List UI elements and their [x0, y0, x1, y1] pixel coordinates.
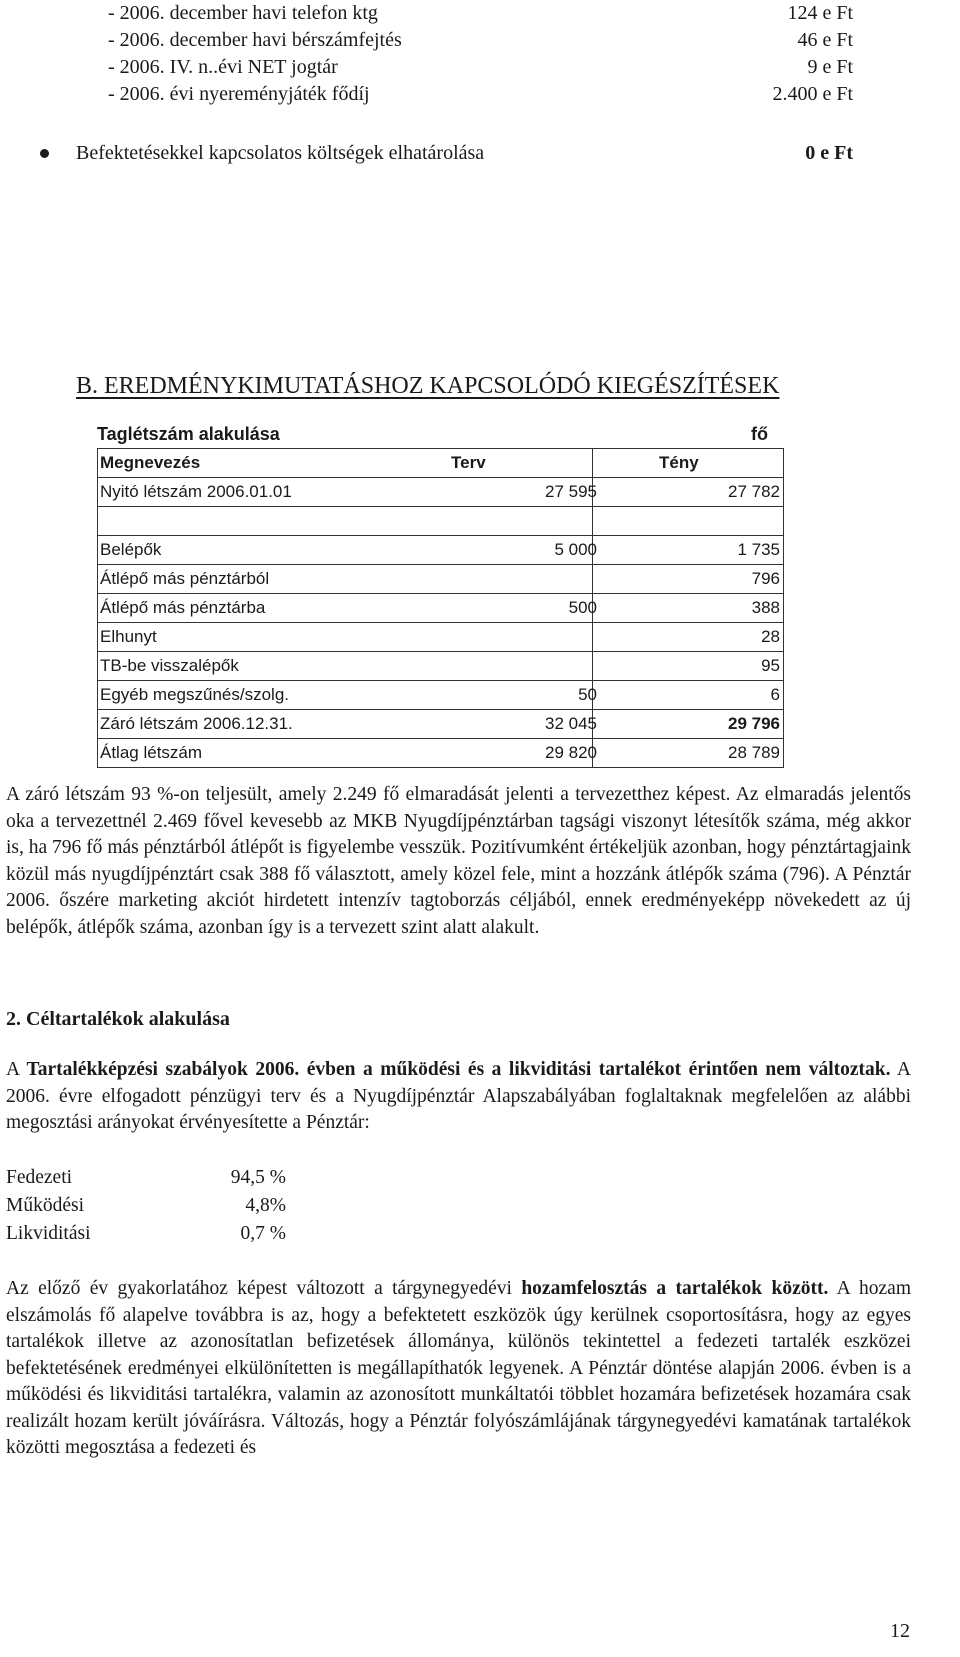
allocation-list: [6, 1164, 306, 1248]
cell-actual: 6: [770, 685, 780, 704]
cell-plan: 32 045: [545, 714, 597, 733]
cell-actual: 29 796: [728, 714, 780, 733]
cost-row: [108, 27, 853, 54]
cell-plan: 27 595: [545, 482, 597, 501]
paragraph-yield: [6, 1276, 911, 1462]
table-header-row: [98, 449, 783, 478]
allocation-row: [6, 1220, 306, 1248]
allocation-row: [6, 1192, 306, 1220]
cell-name: Nyitó létszám 2006.01.01: [100, 482, 292, 501]
allocation-value: 94,5 %: [230, 1167, 286, 1188]
cell-name: Átlag létszám: [100, 743, 203, 762]
table-row: [98, 710, 783, 739]
paragraph-text: [6, 1057, 911, 1137]
header-plan: Terv: [451, 453, 486, 472]
text-run-bold: Tartalékképzési szabályok 2006. évben a működési és a likviditási tartalékot érintően nem változtak.: [26, 1059, 891, 1080]
cell-name: Átlépő más pénztárból: [100, 569, 270, 588]
allocation-name: Fedezeti: [6, 1167, 73, 1188]
page-number: 12: [890, 1620, 910, 1642]
cost-value: 46 e Ft: [797, 29, 853, 51]
membership-table: [97, 420, 784, 768]
bullet-item: [40, 138, 853, 168]
cell-actual: 28: [761, 627, 780, 646]
allocation-value: 4,8%: [245, 1195, 286, 1216]
table-row: [98, 739, 783, 767]
cost-value: 9 e Ft: [807, 56, 853, 78]
allocation-value: 0,7 %: [240, 1223, 286, 1244]
cell-plan: 500: [568, 598, 597, 617]
header-name: Megnevezés: [100, 453, 201, 472]
table-grid: [97, 448, 784, 768]
paragraph-reserves: [6, 1057, 911, 1137]
table-title-row: [97, 420, 784, 448]
allocation-name: Likviditási: [6, 1223, 91, 1244]
text-run: Az előző év gyakorlatához képest változott a tárgynegyedévi: [6, 1278, 522, 1299]
cost-label: - 2006. IV. n..évi NET jogtár: [108, 56, 338, 78]
cost-list: [108, 0, 853, 108]
allocation-row: [6, 1164, 306, 1192]
paragraph-text: A záró létszám 93 %-on teljesült, amely 2.249 fő elmaradását jelenti a tervezetthez képest. Az elmaradás jelentős oka a tervezettnél 2.469 fővel kevesebb az MKB Nyugdíjpénztárban tagsági viszonyt létesítők száma, még akkor is, ha 796 fő más pénztárból átlépőt is figyelembe vesszük. Pozitívumként értékeljük azonban, hogy pénztártagjaink közül más nyugdíjpénztárt csak 388 fő választott, amely közel fele, mint a hozzánk átlépők száma (796). A Pénztár 2006. őszére marketing akciót hirdetett intenzív tagtoborzás céljából, ennek eredményeképp növekedett az új belépők, átlépők száma, azonban így is a tervezett szint alatt alakult.: [6, 784, 911, 938]
cell-name: Egyéb megszűnés/szolg.: [100, 685, 289, 704]
cost-label: - 2006. december havi telefon ktg: [108, 2, 378, 24]
cell-name: Záró létszám 2006.12.31.: [100, 714, 293, 733]
cost-row: [108, 81, 853, 108]
paragraph-text: [6, 1276, 911, 1462]
table-row: [98, 594, 783, 623]
cell-name: TB-be visszalépők: [100, 656, 239, 675]
cost-row: [108, 54, 853, 81]
table-row: [98, 565, 783, 594]
text-run: A hozam elszámolás fő alapelve továbbra is az, hogy a befektetett eszközök úgy kerülnek csoportosításra, hogy az egyes tartalékok illetve az azonosítatlan befizetések állománya, különös tekintettel a fedezeti tartalék eszközei befektetésének eredményei elkülönítetten is megállapíthatók legyenek. A Pénztár döntése alapján 2006. évben is a működési és likviditási tartalékra, valamin az azonosított munkáltatói többlet hozamára befizetések hozamára csak realizált hozam került jóváírásra. Változás, hogy a Pénztár folyószámlájának tárgynegyedévi kamatának tartalékok közötti megosztása a fedezeti és: [6, 1278, 911, 1458]
bullet-value: 0 e Ft: [805, 142, 853, 164]
cell-actual: 796: [751, 569, 780, 588]
table-row: [98, 623, 783, 652]
cost-value: 2.400 e Ft: [772, 83, 853, 105]
cost-value: 124 e Ft: [787, 2, 853, 24]
table-row: [98, 536, 783, 565]
allocation-name: Működési: [6, 1195, 84, 1216]
section-heading: B. EREDMÉNYKIMUTATÁSHOZ KAPCSOLÓDÓ KIEGÉSZÍTÉSEK: [76, 373, 780, 399]
cell-actual: 95: [761, 656, 780, 675]
bullet-label: Befektetésekkel kapcsolatos költségek elhatárolása: [76, 142, 485, 164]
section-heading-2: 2. Céltartalékok alakulása: [6, 1008, 230, 1030]
table-title: Taglétszám alakulása: [97, 424, 280, 444]
table-row: [98, 681, 783, 710]
cell-name: Átlépő más pénztárba: [100, 598, 266, 617]
text-run: A: [6, 1059, 27, 1080]
cost-label: - 2006. december havi bérszámfejtés: [108, 29, 402, 51]
table-row: [98, 478, 783, 507]
table-row: [98, 652, 783, 681]
cell-actual: 388: [751, 598, 780, 617]
cell-name: Elhunyt: [100, 627, 157, 646]
cost-label: - 2006. évi nyereményjáték fődíj: [108, 83, 370, 105]
cell-plan: 29 820: [545, 743, 597, 762]
cost-row: [108, 0, 853, 27]
cell-plan: 50: [578, 685, 597, 704]
table-spacer-row: [98, 507, 783, 536]
cell-name: Belépők: [100, 540, 162, 559]
text-run: A 2006. évre elfogadott pénzügyi terv és a Nyugdíjpénztár Alapszabályában foglaltaknak megfelelően az alábbi megosztási arányokat érvényesítette a Pénztár:: [6, 1059, 911, 1133]
bullet-icon: [40, 149, 49, 158]
header-actual: Tény: [659, 453, 699, 472]
cell-actual: 27 782: [728, 482, 780, 501]
text-run-bold: hozamfelosztás a tartalékok között.: [521, 1278, 829, 1299]
paragraph-membership: [6, 782, 911, 941]
cell-actual: 1 735: [737, 540, 780, 559]
cell-actual: 28 789: [728, 743, 780, 762]
cell-plan: 5 000: [554, 540, 597, 559]
table-unit: fő: [751, 424, 768, 444]
